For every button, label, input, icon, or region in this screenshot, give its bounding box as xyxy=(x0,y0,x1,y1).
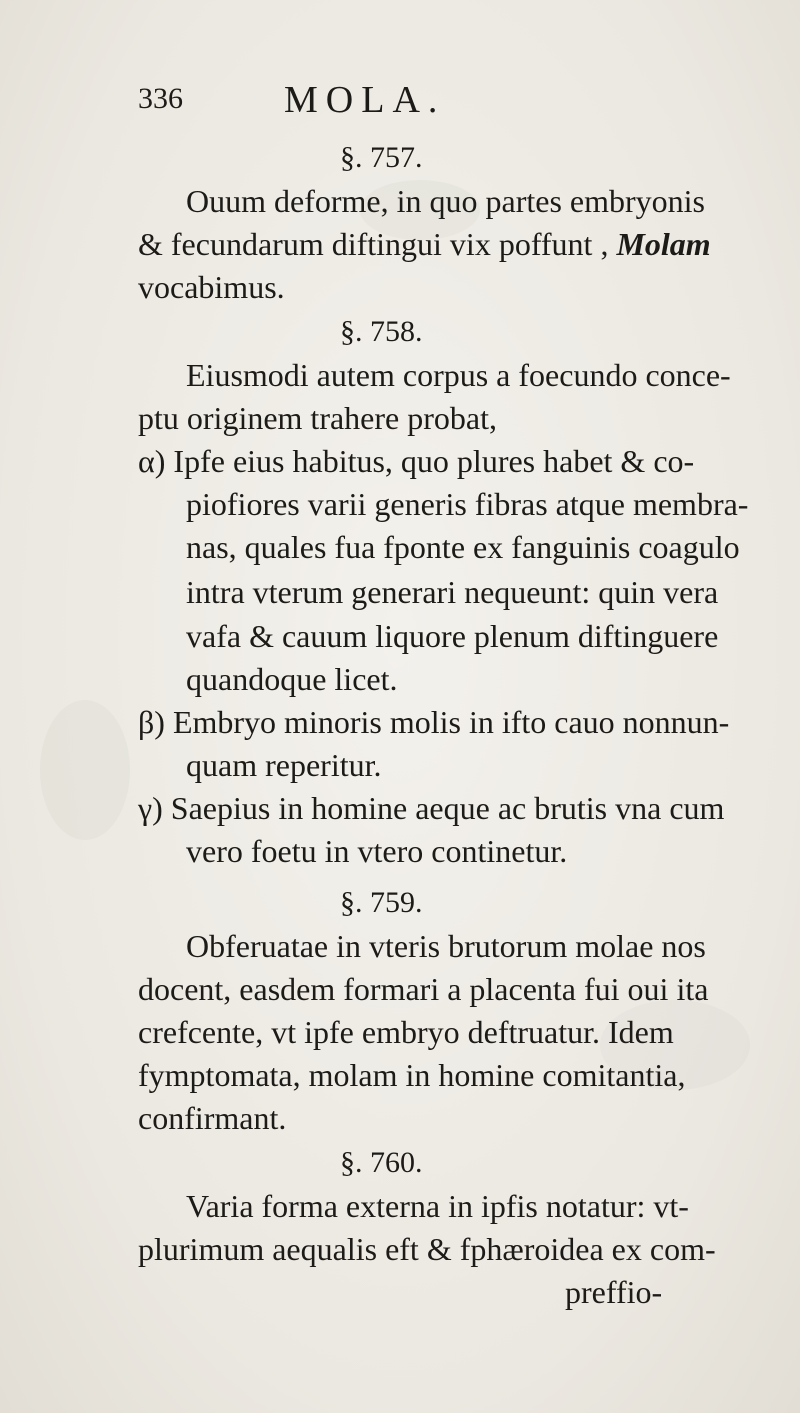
paragraph-line: vocabimus. xyxy=(138,269,285,305)
paragraph-line xyxy=(138,224,711,264)
section-heading-759: §. 759. xyxy=(340,886,423,919)
paragraph-line: fymptomata, molam in homine comitantia, xyxy=(138,1057,686,1093)
section-heading-758: §. 758. xyxy=(340,315,423,348)
paragraph-line: Eiusmodi autem corpus a foecundo conce- xyxy=(186,357,731,393)
catchword: preffio- xyxy=(565,1274,663,1310)
paragraph-line: vafa & cauum liquore plenum diftinguere xyxy=(186,618,719,654)
paragraph-line: plurimum aequalis eft & fphæroidea ex com- xyxy=(138,1231,716,1267)
paragraph-line: docent, easdem formari a placenta fui oui ita xyxy=(138,971,709,1007)
paragraph-line: Varia forma externa in ipfis notatur: vt- xyxy=(186,1188,689,1224)
keyword-molam: Molam xyxy=(616,226,711,262)
paragraph-line: crefcente, vt ipfe embryo deftruatur. Idem xyxy=(138,1014,674,1050)
paragraph-line: ptu originem trahere probat, xyxy=(138,400,497,436)
list-item-beta: β) Embryo minoris molis in ifto cauo nonnun- xyxy=(138,704,730,740)
paragraph-line: nas, quales fua fponte ex fanguinis coagulo xyxy=(186,529,740,565)
paragraph-line: intra vterum generari nequeunt: quin vera xyxy=(186,574,719,610)
list-item-gamma: γ) Saepius in homine aeque ac brutis vna cum xyxy=(138,790,725,826)
paragraph-line: Ouum deforme, in quo partes embryonis xyxy=(186,183,705,219)
paragraph-line: quandoque licet. xyxy=(186,661,398,697)
paragraph-text: & fecundarum diftingui vix poffunt , xyxy=(138,226,609,262)
running-title: MOLA. xyxy=(284,79,446,121)
paper-stain xyxy=(40,700,130,840)
list-item-alpha: α) Ipfe eius habitus, quo plures habet & co- xyxy=(138,443,695,479)
paragraph-line: vero foetu in vtero continetur. xyxy=(186,833,568,869)
paragraph-line: Obferuatae in vteris brutorum molae nos xyxy=(186,928,706,964)
page-number: 336 xyxy=(138,82,183,115)
paragraph-line: quam reperitur. xyxy=(186,747,382,783)
section-heading-757: §. 757. xyxy=(340,141,423,174)
paragraph-line: confirmant. xyxy=(138,1100,287,1136)
paragraph-line: piofiores varii generis fibras atque membra- xyxy=(186,486,749,522)
page-header xyxy=(138,78,698,128)
section-heading-760: §. 760. xyxy=(340,1146,423,1179)
